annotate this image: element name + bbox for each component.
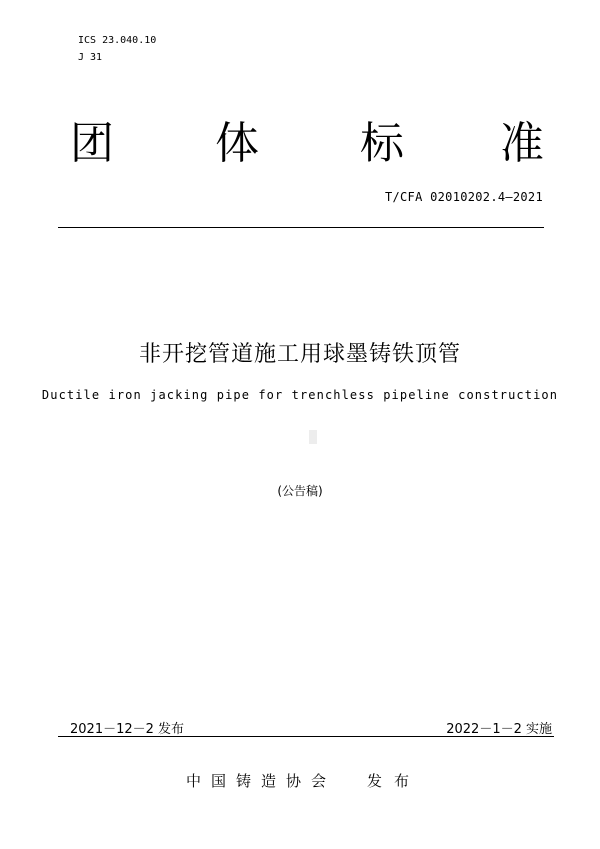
publish-date: 2021－12－2 发布 [70,722,185,737]
draft-label: (公告稿) [277,484,323,498]
header-divider [58,227,544,228]
standard-number: T/CFA 02010202.4—2021 [384,190,543,204]
implementation-date: 2022－1－2 实施 [446,722,552,737]
ccs-code: J 31 [78,52,103,63]
standard-category-char-1: 团 [70,118,114,169]
standard-category-char-2: 体 [215,118,259,169]
ics-code: ICS 23.040.10 [78,35,157,46]
issue-action: 发布 [367,772,422,790]
footer-divider [58,736,554,737]
document-title-en: Ductile iron jacking pipe for trenchless pipeline construction [41,388,559,402]
standard-category-char-4: 准 [500,118,544,169]
document-title-cn: 非开挖管道施工用球墨铸铁顶管 [138,342,461,367]
standard-category-char-3: 标 [360,118,404,169]
issuing-organization: 中国铸造协会 [186,772,337,790]
scan-mark [309,430,317,444]
